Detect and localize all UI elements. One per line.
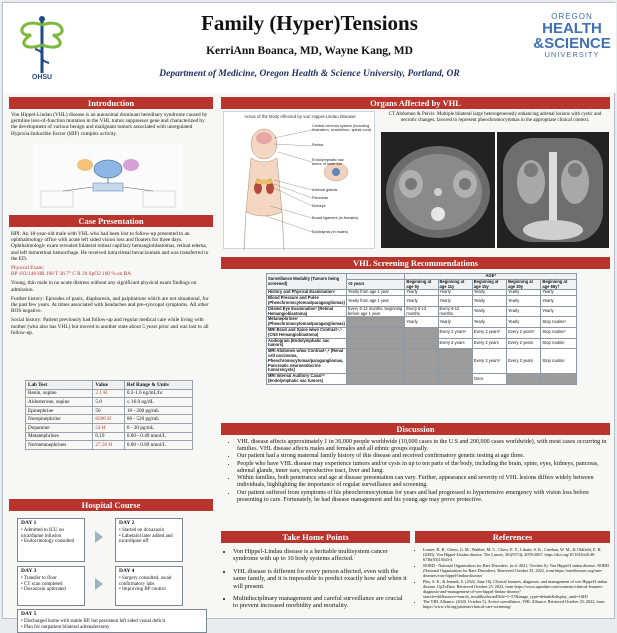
screening-cell: Yearly xyxy=(472,306,506,317)
lab-ref-cell: 10 - 200 pg/mL xyxy=(124,406,192,415)
screening-cell: Stop routine⁷ xyxy=(541,327,577,338)
course-day-3-item-1: • Transfer to floor xyxy=(21,575,57,581)
screening-modality-cell: MRI Internal Auditory Canal¹⁰ (Endolymphatic sac tumors) xyxy=(267,374,347,385)
screening-col-age: Beginning at age 30y xyxy=(507,279,541,290)
lab-ref-cell: 0.00 - 0.49 nmol/L xyxy=(124,432,192,441)
screening-table-body xyxy=(267,290,577,384)
screening-cell: Every 6-12 months xyxy=(405,306,438,317)
take-home-item: • VHL disease is different for every person affected, even with the same family, and it is impossible to predict exactly how and when it will present. xyxy=(233,568,409,590)
course-arrow-1 xyxy=(95,531,103,543)
course-day-3-item-2: • CT scan completed xyxy=(21,581,63,587)
lab-row xyxy=(26,441,193,450)
screening-modality-cell: Metanephrines³ (Pheochromocytomas/paragangliomas) xyxy=(268,316,345,327)
screening-cell: Yearly xyxy=(472,317,506,328)
lab-table-body xyxy=(26,389,193,449)
course-day-2-item-1: • Started on doxazosin xyxy=(119,527,164,533)
screening-cell: Stop routine xyxy=(541,338,577,349)
course-day-2-item-2: • Labetalol later added and nicardipine off xyxy=(119,533,173,545)
screening-cell xyxy=(346,374,405,385)
course-heading: Hospital Course xyxy=(9,499,213,511)
course-day-3-label: DAY 3 xyxy=(21,568,37,574)
screening-cell: Yearly xyxy=(541,290,577,296)
organ-label-retina: Retina xyxy=(312,143,323,147)
course-day-4-item-1: • Surgery consulted, await confirmatory labs xyxy=(119,575,172,587)
intro-heading: Introduction xyxy=(9,97,213,109)
course-day-5-item-1: • Discharged home with stable BP, but persistent left sided visual deficit xyxy=(21,618,166,624)
case-exam-text: Young, thin male in no acute distress without any significant physical exam findings on admission. xyxy=(11,280,197,293)
lab-row xyxy=(26,415,193,424)
screening-cell: Yearly xyxy=(405,296,438,307)
lab-value-cell: 0.19 xyxy=(93,432,124,441)
organ-label-kidneys: Kidneys xyxy=(312,204,326,208)
screening-cell: Every 2 years⁶ xyxy=(472,327,506,338)
screening-modality-cell: MRI Abdomen w/wo Contrast⁴,⁸ (Renal cell carcinoma, Pheochromocytomas/paragangliomas, Pancreatic neuroendocrine tumors/cysts) xyxy=(267,349,347,374)
screening-col-modality: Surveillance Modality (Tumors being screened) xyxy=(267,274,347,290)
case-exam-label: Physical Exam: xyxy=(11,265,45,272)
lab-value-cell: 50 xyxy=(93,406,124,415)
lab-table xyxy=(25,380,193,450)
lab-row xyxy=(26,398,193,407)
organ-label-adrenal: Adrenal glands xyxy=(312,188,338,192)
lab-test-cell: Metanephrines xyxy=(26,432,93,441)
screening-row xyxy=(267,327,577,338)
screening-row xyxy=(267,374,577,385)
screening-cell xyxy=(541,374,577,385)
screening-modality-cell: Audiogram (Endolymphatic sac tumors) xyxy=(267,338,347,349)
reference-item: • NORD - National Organization for Rare Disorders. (n.d.-2021, October 6). Von Hippel-Lindau disease. NORD (National Organization for Rare Disorders). Retrieved October 25, 2022, from https://rarediseases.org/rare-diseases/von-hippel-lindau-disease/ xyxy=(423,563,609,578)
lab-row xyxy=(26,423,193,432)
screening-cell: Every 2 years xyxy=(507,338,541,349)
course-day-1 xyxy=(17,518,85,562)
lab-table-header-row xyxy=(26,381,193,390)
screening-cell: Yearly xyxy=(405,290,438,296)
screening-cell xyxy=(438,374,472,385)
take-home-item: • Von Hippel-Lindau disease is a heritable multisystem cancer syndrome with up to 10 body systems affected. xyxy=(233,548,409,563)
course-day-3 xyxy=(17,566,85,606)
case-further-history: Further history: Episodes of panic, diaphoresis, and palpitations which are not situational, for the past few years. At times associated with headaches and pre-syncopal symptoms. All other ROS negative. xyxy=(11,295,209,315)
discussion-list xyxy=(229,439,607,504)
screening-row xyxy=(267,296,577,307)
screening-cell xyxy=(405,338,438,349)
intro-text: Von Hippel-Lindau (VHL) disease is an autosomal dominant hereditary syndrome caused by germline loss-of-function mutation in the VHL tumor suppressor gene and characterized by the development of various benign and malignant tumors associated with unregulated Hypoxia-Inducible Factor (HIF) complex activity. xyxy=(11,112,208,137)
screening-cell xyxy=(438,349,472,374)
screening-modality-cell: Blood Pressure and Pulse (Pheochromocytomas/paragangliomas) xyxy=(268,295,345,305)
screening-cell: Every 6-12 months, beginning before age 1 year xyxy=(346,306,405,317)
course-day-2 xyxy=(115,518,183,562)
hif-pathway-diagram xyxy=(33,143,183,211)
screening-cell: Every 2 years xyxy=(438,338,472,349)
lab-test-cell: Normetanephrines xyxy=(26,441,93,450)
discussion-item: • VHL disease affects approximately 1 in 36,000 people worldwide (10,000 cases in the U.S and 200,000 cases worldwide), with most cases occurring in families. VHL disease affects males and females and all ethnic groups equally. xyxy=(237,439,607,453)
lab-ref-cell: 0.00 - 0.89 nmol/L xyxy=(124,441,192,450)
discussion-item: • Our patient suffered from symptoms of his pheochromocytomas for years and had progressed to hypertensive emergency with vision loss before presenting to care. Fortunately, he had disease management and his young age may prove protective. xyxy=(237,490,607,504)
ct-coronal-illustration xyxy=(497,132,609,248)
ohsu-caduceus-logo xyxy=(9,11,75,83)
logo-line-4: UNIVERSITY xyxy=(544,50,600,59)
discussion-heading: Discussion xyxy=(221,423,610,435)
course-day-2-label: DAY 2 xyxy=(119,520,135,526)
poster-header xyxy=(3,3,616,93)
screening-cell: Yearly from age 1 year xyxy=(346,296,405,307)
screening-cell: Once xyxy=(472,374,506,385)
logo-line-1: OREGON xyxy=(551,12,593,21)
screening-col-age: Beginning at age 65y† xyxy=(541,279,577,290)
lab-value-cell: 27.50 H xyxy=(93,441,124,450)
screening-age-header: AGE* xyxy=(405,274,577,280)
screening-cell xyxy=(346,327,405,338)
discussion-item: • Within families, both penetrance and age at disease presentation can vary. Further, appearance and severity of VHL lesions differs widely between individuals, highlighting the importance of regular surveillance and screening. xyxy=(237,475,607,489)
organ-label-inner-ear: Endolymphatic sac tumor of inner ear xyxy=(312,158,344,167)
lab-test-cell: Dopamine xyxy=(26,423,93,432)
organ-diagram-title: Areas of the Body Affected by von Hippel-Lindau Disease xyxy=(244,114,356,119)
ct-caption: CT Abdomen & Pelvis: Multiple bilateral large heterogeneously enhancing adrenal lesions with cystic and necrotic changes, favored to represent pheochromocytomas in the appropriate clinical context. xyxy=(388,112,602,123)
discussion-item: • Our patient had a strong maternal family history of this disease and received confirmatory genetic testing at age three. xyxy=(237,453,607,460)
screening-cell xyxy=(507,374,541,385)
reference-item: • The VHL Alliance. (2020, October 5). Active surveillance. VHL Alliance. Retrieved October 25, 2022, from https://www.vhl.org/patients/clinical-care-screening/ xyxy=(423,599,609,609)
case-social-history: Social history: Patient previously had follow-up and regular medical care while living with mother (who also has VHL) but moved to another state about 5 years prior and was lost to all follow-up. xyxy=(11,317,209,336)
poster-authors: KerriAnn Boanca, MD, Wayne Kang, MD xyxy=(206,45,413,57)
case-hpi: HPI: An 18-year-old male with VHL who had been lost to follow-up presented to an ophthalmology office with acute left sided vision loss and floaters for three days. Ophthalmologic exam revealed bilateral retinal capillary hemangioblastomas, retinal edema, and left intraretinal hemorrhage. He received intravitreal bevacizumab and was transferred to the ED. xyxy=(11,231,209,262)
screening-cell: Yearly xyxy=(472,290,506,296)
course-day-4-item-2: • Improving BP control xyxy=(119,587,166,593)
reference-item: • Lonser, R. R., Glenn, G. M., Walther, M. C., Chew, E. Y., Libutti, S. K., Linehan, W. M., & Oldfield, E. H. (2003). Von Hippel-Lindau disease. The Lancet, 361(9374), 2059-2067. https://doi.org/10.1016/s0140-6736(03)13643-4 xyxy=(423,547,609,562)
course-day-1-label: DAY 1 xyxy=(21,520,37,526)
course-day-1-item-1: • Admitted to ICU on nicardipine infusion xyxy=(21,527,64,539)
screening-cell: Every 2 years⁶ xyxy=(438,327,472,338)
screening-cell: Yearly from age 1 year xyxy=(346,290,405,296)
lab-test-cell: Epinephrine xyxy=(26,406,93,415)
poster-title: Family (Hyper)Tensions xyxy=(201,11,418,35)
screening-col-age: <5 years xyxy=(346,279,405,290)
screening-col-age: Beginning at age 15y xyxy=(472,279,506,290)
screening-cell: Yearly xyxy=(507,290,541,296)
screening-modality-cell: Dilated Eye Examination² (Retinal Hemangioblastoma) xyxy=(267,306,347,317)
case-heading: Case Presentation xyxy=(9,215,213,227)
lab-ref-cell: ≤ 16.0 ng/dL xyxy=(124,398,192,407)
screening-cell xyxy=(405,349,438,374)
screening-cell: Yearly xyxy=(507,306,541,317)
screening-cell xyxy=(405,374,438,385)
course-day-5-label: DAY 5 xyxy=(21,611,37,617)
take-home-heading: Take Home Points xyxy=(221,531,410,543)
case-exam-vitals: BP 183/148 HR 108 T 36.7° C R 20 SpO2 100 % on RA xyxy=(11,271,132,278)
references-list xyxy=(417,547,609,610)
course-day-4 xyxy=(115,566,183,606)
screening-cell: Yearly xyxy=(507,317,541,328)
screening-cell: Stop routine xyxy=(541,349,577,374)
screening-row xyxy=(267,338,577,349)
lab-test-cell: Aldosterone, supine xyxy=(26,398,93,407)
screening-row xyxy=(267,317,577,328)
ohsu-logo-text: OHSU xyxy=(31,74,53,81)
screening-cell: Yearly xyxy=(507,296,541,307)
course-day-1-item-2: • Endocrinology consulted xyxy=(21,539,75,545)
course-day-5-item-2: • Plan for outpatient bilateral adrenalectomy xyxy=(21,624,110,630)
lab-row xyxy=(26,389,193,398)
screening-modality-cell: History and Physical Examination¹ xyxy=(267,290,347,296)
screening-cell xyxy=(346,349,405,374)
take-home-item: • Multidisciplinary management and careful surveillance are crucial to prevent increased morbidity and mortality. xyxy=(233,595,409,610)
poster-department: Department of Medicine, Oregon Health & Science University, Portland, OR xyxy=(159,69,460,79)
discussion-item: • People who have VHL disease may experience tumors and/or cysts in up to ten parts of the body, including the brain, spine, eyes, kidneys, pancreas, adrenal glands, inner ears, reproductive tract, liver and lung. xyxy=(237,461,607,475)
organ-label-epididymis: Epididymis (in males) xyxy=(312,230,349,234)
ct-axial-illustration xyxy=(381,132,495,248)
screening-cell: Yearly xyxy=(541,306,577,317)
screening-cell: Stop routine¹ xyxy=(541,317,577,328)
course-day-3-item-3: • Doxazosin uptitrated xyxy=(21,587,66,593)
screening-row xyxy=(267,306,577,317)
screening-modality-cell: MRI Brain and Spine w/wo Contrast⁴,⁵ (CNS Hemangioblastoma) xyxy=(267,327,347,338)
take-home-list xyxy=(225,548,409,615)
course-day-4-label: DAY 4 xyxy=(119,568,135,574)
screening-cell xyxy=(346,317,405,328)
lab-col-test: Lab Test xyxy=(26,381,93,390)
screening-cell: Yearly xyxy=(405,317,438,328)
screening-cell: Yearly xyxy=(438,296,472,307)
case-text xyxy=(11,231,211,339)
course-day-5 xyxy=(17,609,207,633)
organs-heading: Organs Affected by VHL xyxy=(221,97,610,109)
lab-value-cell: 8206 H xyxy=(93,415,124,424)
screening-cell: Every 6-12 months xyxy=(438,306,472,317)
lab-ref-cell: 80 - 520 pg/mL xyxy=(124,415,192,424)
screening-col-age: Beginning at age 5y xyxy=(405,279,438,290)
reference-item: • Plas, S. E., & Jenardi, S. (2022, June 16). Clinical features, diagnosis, and management of von Hippel-Lindau disease. UpToDate. Retrieved October 25, 2022, from https://www.uptodate.com/contents/clinical-features-diagnosis-and-management-of-von-hippel-lindau-disease?search=vhl&source=search_result&selectedTitle=1~57&usage_type=default&display_rank=1#H1 xyxy=(423,579,609,599)
screening-cell: Yearly xyxy=(541,296,577,307)
screening-cell xyxy=(405,327,438,338)
lab-row xyxy=(26,432,193,441)
references-heading: References xyxy=(415,531,610,543)
screening-row xyxy=(267,349,577,374)
screening-cell: Every 2 years xyxy=(507,349,541,374)
lab-col-ref: Ref Range & Units xyxy=(124,381,192,390)
screening-cell: Yearly xyxy=(438,317,472,328)
logo-line-3: &SCIENCE xyxy=(533,35,611,52)
screening-col-age: Beginning at age 11y xyxy=(438,279,472,290)
lab-test-cell: Renin, supine xyxy=(26,389,93,398)
ohsu-wordmark-logo xyxy=(531,13,613,59)
lab-col-value: Value xyxy=(93,381,124,390)
organ-label-pancreas: Pancreas xyxy=(312,196,329,200)
screening-cell: Every 2 years xyxy=(472,338,506,349)
course-arrow-2 xyxy=(95,578,103,590)
ct-image-axial xyxy=(381,132,495,248)
screening-cell: Every 2 years⁹ xyxy=(472,349,506,374)
ct-image-coronal xyxy=(497,132,609,248)
organ-label-cns: Central nervous system (including brainstem, cerebellum, spinal cord) xyxy=(312,124,372,133)
screening-heading: VHL Screening Recommendations xyxy=(221,257,610,269)
lab-row xyxy=(26,406,193,415)
lab-ref-cell: 0 - 20 pg/mL xyxy=(124,423,192,432)
lab-test-cell: Norepinephrine xyxy=(26,415,93,424)
lab-ref-cell: 0.2-1.6 ng/mL/hr xyxy=(124,389,192,398)
screening-cell xyxy=(346,338,405,349)
screening-cell: Yearly xyxy=(438,290,472,296)
screening-table xyxy=(266,273,577,385)
screening-cell: Every 2 years⁶ xyxy=(507,327,541,338)
lab-value-cell: 54 H xyxy=(93,423,124,432)
lab-value-cell: 5.0 xyxy=(93,398,124,407)
organ-label-broad-ligament: Broad ligament (in females) xyxy=(312,216,359,220)
logo-line-2: HEALTH xyxy=(542,20,602,37)
lab-value-cell: 2.1 H xyxy=(93,389,124,398)
poster xyxy=(2,2,615,630)
screening-cell: Yearly xyxy=(472,296,506,307)
vhl-organ-diagram xyxy=(223,111,375,249)
